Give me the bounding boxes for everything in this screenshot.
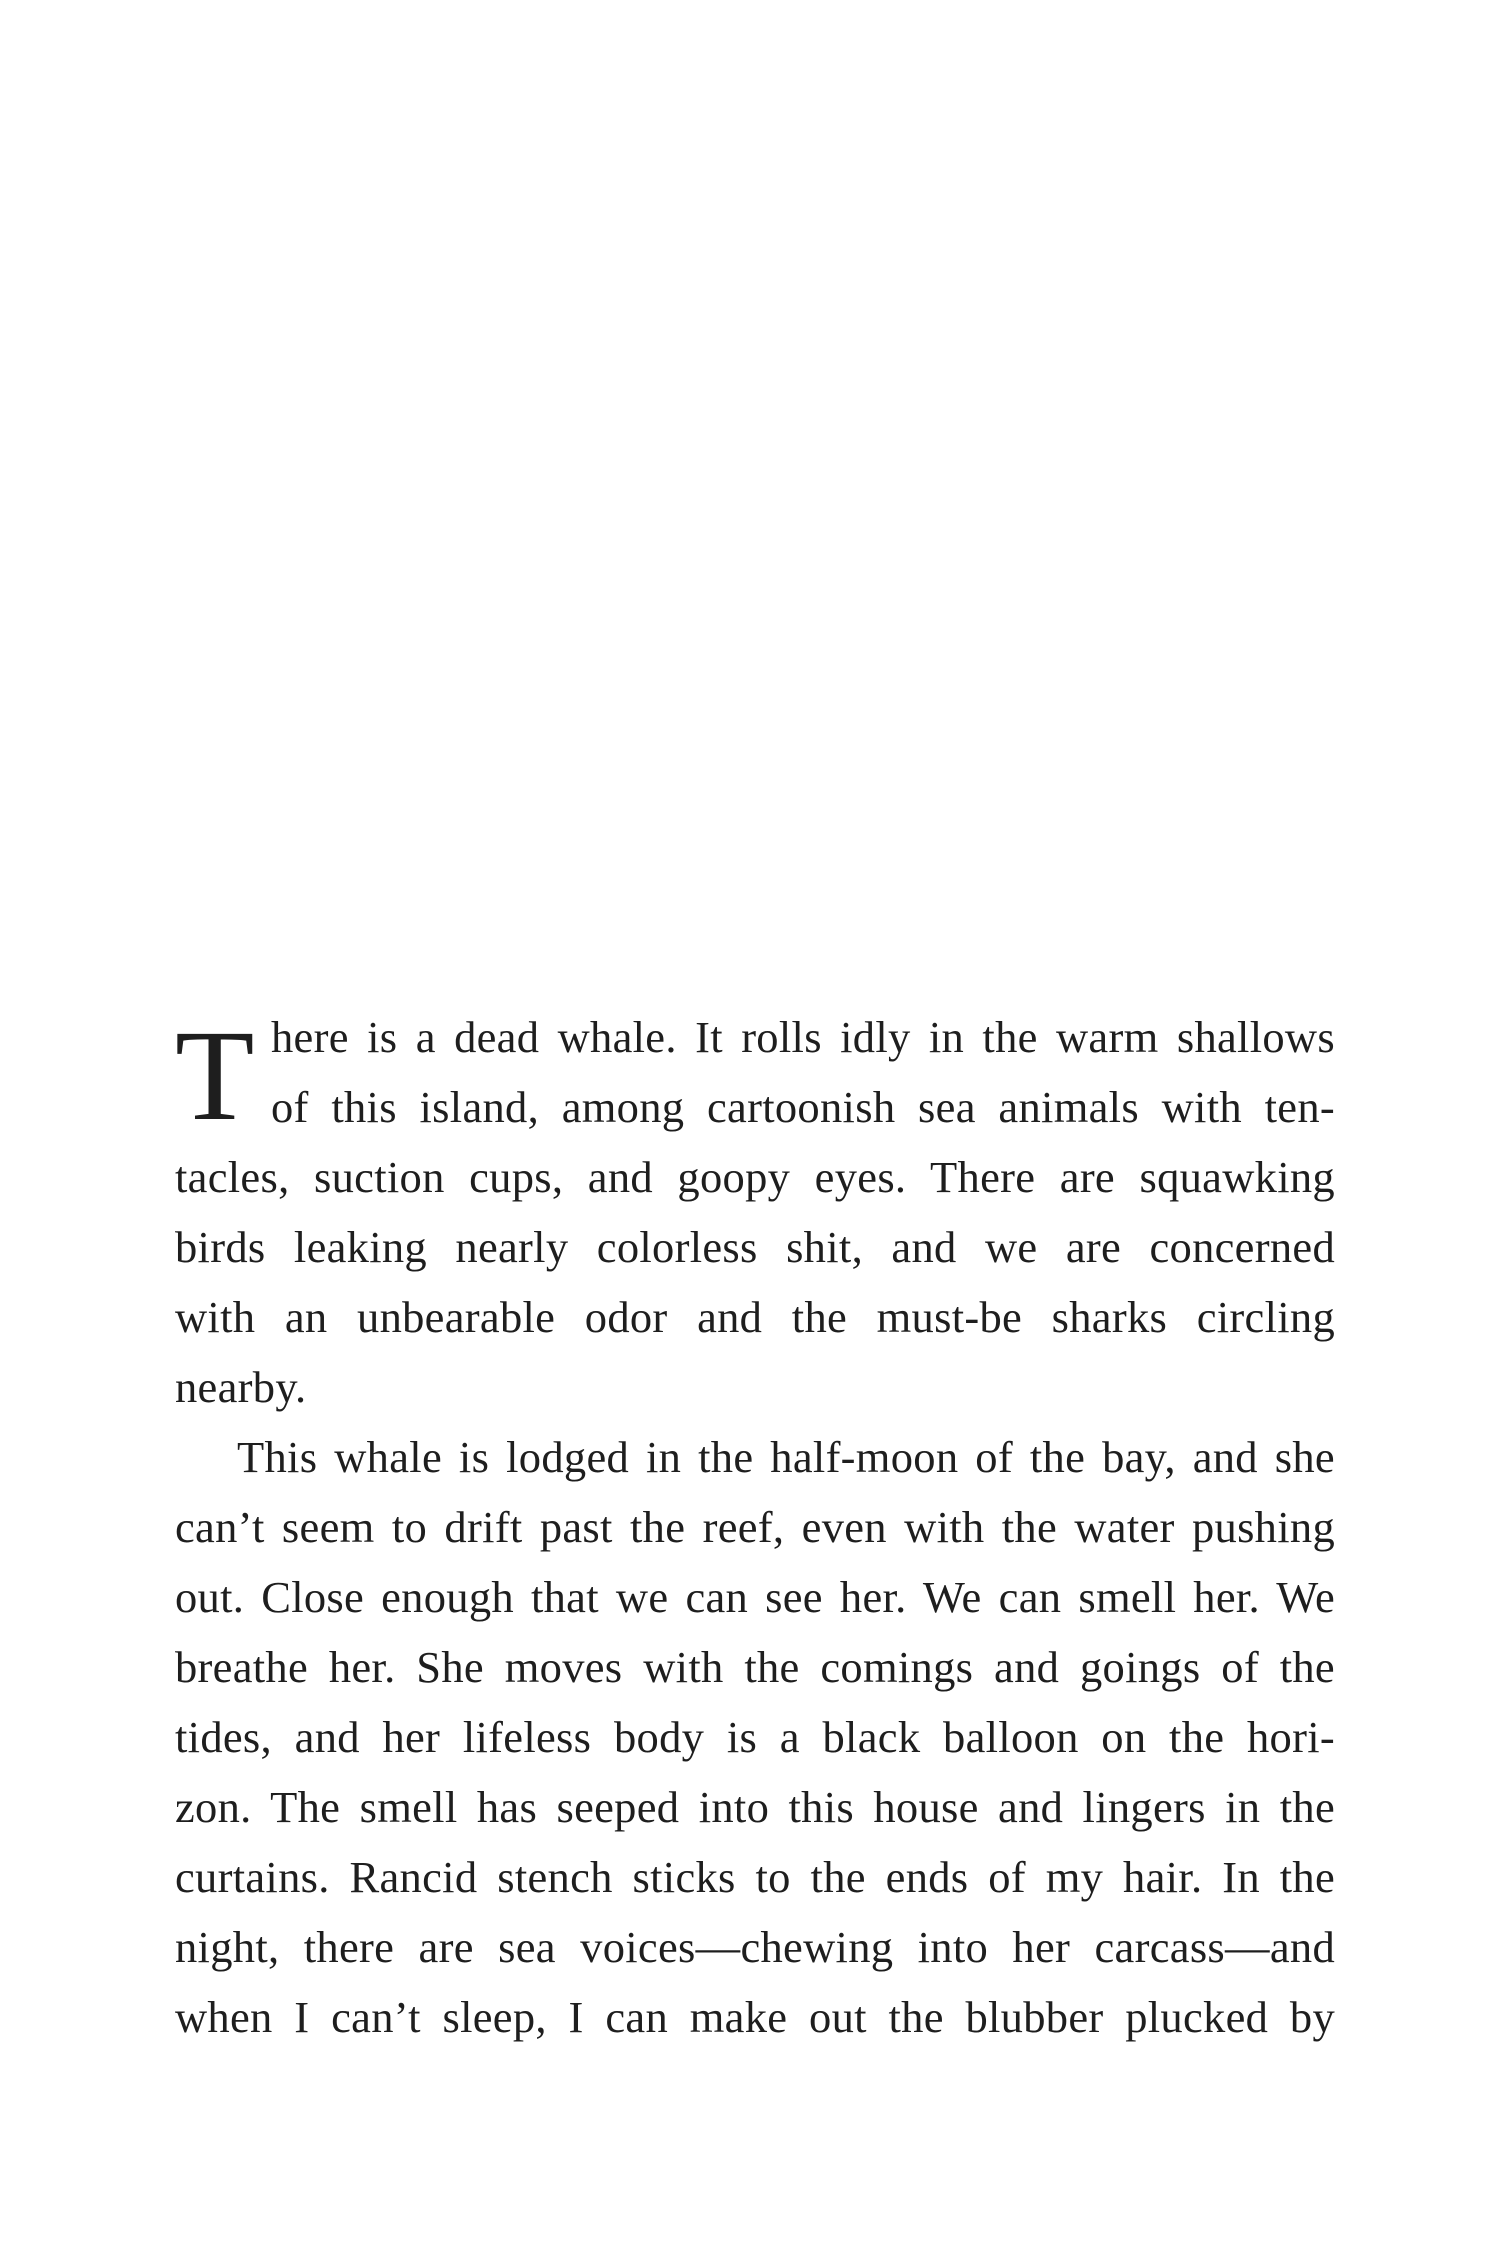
text-line: can’t seem to drift past the reef, even with the water pushing <box>175 1502 1335 1552</box>
text-line: This whale is lodged in the half-moon of the bay, and she <box>237 1432 1335 1482</box>
text-line: with an unbearable odor and the must-be sharks circling <box>175 1292 1335 1342</box>
text-line: when I can’t sleep, I can make out the blubber plucked by <box>175 1992 1335 2042</box>
text-line: out. Close enough that we can see her. We can smell her. We <box>175 1572 1335 1622</box>
text-line: night, there are sea voices—chewing into her carcass—and <box>175 1922 1335 1972</box>
body-text <box>175 1002 1335 2052</box>
drop-cap: T <box>175 1004 255 1148</box>
text-line: curtains. Rancid stench sticks to the ends of my hair. In the <box>175 1852 1335 1902</box>
text-line: breathe her. She moves with the comings and goings of the <box>175 1642 1335 1692</box>
text-line: nearby. <box>175 1362 307 1412</box>
text-line: of this island, among cartoonish sea animals with ten- <box>271 1082 1335 1132</box>
text-line: here is a dead whale. It rolls idly in the warm shallows <box>271 1012 1335 1062</box>
text-line: tides, and her lifeless body is a black balloon on the hori- <box>175 1712 1335 1762</box>
text-line: tacles, suction cups, and goopy eyes. There are squawking <box>175 1152 1335 1202</box>
text-line: zon. The smell has seeped into this house and lingers in the <box>175 1782 1335 1832</box>
text-line: birds leaking nearly colorless shit, and we are concerned <box>175 1222 1335 1272</box>
